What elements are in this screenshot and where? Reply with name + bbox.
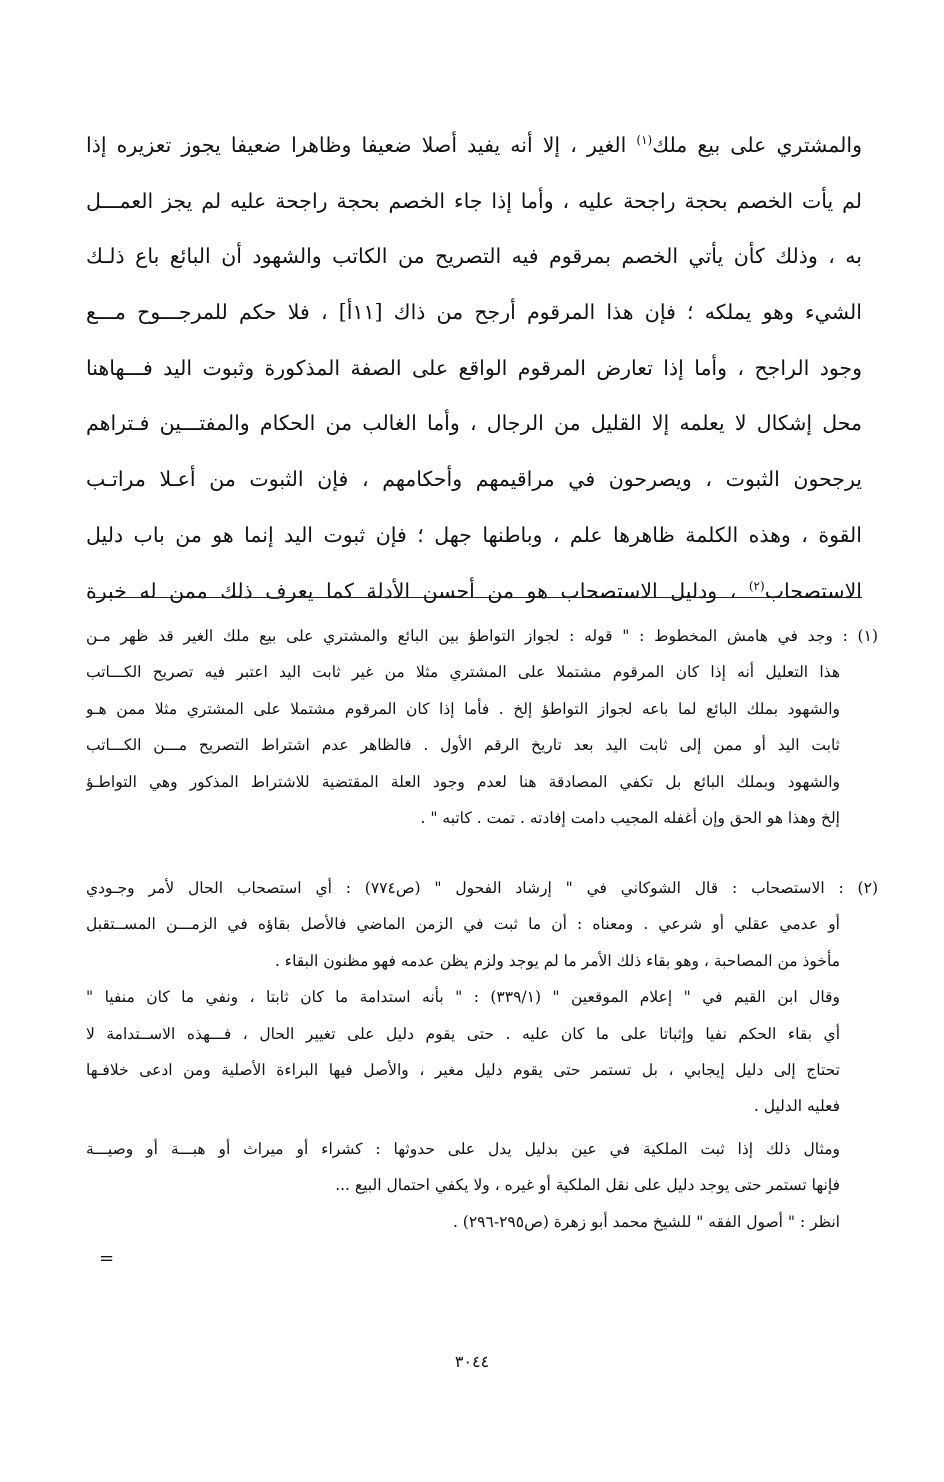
main-line: الشيء وهو يملكه ؛ فإن هذا المرقوم أرجح من ذاك [١١أ] ، فلا حكم للمرجـــوح مـــع	[86, 300, 862, 325]
footnote-line: (١) : وجد في هامش المخطوط : " قوله : لجواز التواطؤ بين البائع والمشتري على بيع ملك الغير قد ظهر مـن	[86, 627, 878, 645]
footnote-line: أي بقاء الحكم نفيا وإثباتا على ما كان عليه . حتى يقوم دليل على تغيير الحال ، فـــهذه الاســتدامة لا	[86, 1024, 840, 1043]
footnote-line: فإنها تستمر حتى يوجد دليل على نقل الملكية أو غيره ، ولا يكفي احتمال البيع ...	[335, 1176, 840, 1195]
text-run: ، ودليل الاستصحاب هو من أحسن الأدلة كما يعرف ذلك ممن له خبرة	[86, 578, 749, 603]
footnote-1	[86, 618, 878, 836]
footnote-ref-1: (١)	[636, 133, 653, 147]
page-number: ٣٠٤٤	[454, 1352, 490, 1371]
main-line	[86, 564, 862, 620]
continuation-mark: =	[99, 1248, 115, 1269]
footnote-line: فعليه الدليل .	[753, 1097, 840, 1116]
footnote-line: أو عدمي عقلي أو شرعي . ومعناه : أن ما ثبت في الزمن الماضي فالأصل بقاؤه في الزمـــن المســتقبل	[86, 915, 840, 934]
text-run: الاستصحاب	[764, 578, 862, 603]
footnote-line: هذا التعليل أنه إذا كان المرقوم مشتملا على المشتري مثلا من غير ثابت اليد اعتبر فيه تصريح الكـــاتب	[86, 663, 840, 682]
footnote-separator	[90, 597, 862, 598]
footnote-line: ومثال ذلك إذا ثبت الملكية في عين بدليل يدل على حدوثها : كشراء أو ميراث أو هبـــة أو وصيـــة	[86, 1139, 840, 1158]
main-line: وجود الراجح ، وأما إذا تعارض المرقوم الواقع على الصفة المذكورة وثبوت اليد فـــهاهنا	[86, 355, 862, 380]
text-run: الغير ، إلا أنه يفيد أصلا ضعيفا وظاهرا ضعيفا يجوز تعزيره إذا	[86, 133, 637, 157]
footnote-line: ثابت اليد أو ممن إلى ثابت اليد بعد تاريخ الرقم الأول . فالظاهر عدم اشتراط التصريح مـــن الكـــاتب	[86, 736, 840, 755]
main-line: به ، وذلك كأن يأتي الخصم بمرقوم فيه التصريح من الكاتب والشهود أن البائع باع ذلـك	[86, 244, 862, 269]
footnote-line: والشهود بملك البائع لما باعه لجواز التواطؤ إلخ . فأما إذا كان المرقوم مشتملا على المشتري مثلا ممن هـو	[86, 699, 840, 718]
footnote-line: تحتاج إلى دليل إيجابي ، بل تستمر حتى يقوم دليل مغير ، والأصل فيها البراءة الأصلية ومن ادعى خلافـها	[86, 1060, 840, 1079]
main-text	[86, 118, 862, 619]
footnote-line: إلخ وهذا هو الحق وإن أغفله المجيب دامت إفادته . تمت . كاتبه " .	[420, 808, 840, 827]
main-line: لم يأت الخصم بحجة راجحة عليه ، وأما إذا جاء الخصم بحجة راجحة عليه لم يجز العمـــل	[86, 188, 862, 213]
main-line: محل إشكال لا يعلمه إلا القليل من الرجال ، وأما الغالب من الحكام والمفتـــين فـتراهم	[86, 411, 862, 436]
footnote-line: انظر : " أصول الفقه " للشيخ محمد أبو زهرة (ص٢٩٥-٢٩٦) .	[452, 1212, 840, 1231]
footnote-line: مأخوذ من المصاحبة ، وهو بقاء ذلك الأمر ما لم يوجد ولزم يظن عدمه فهو مظنون البقاء .	[274, 951, 840, 970]
text-run: والمشتري على بيع ملك	[652, 133, 862, 157]
main-line	[86, 118, 862, 174]
footnote-2	[86, 870, 878, 1240]
footnote-ref-2: (٢)	[748, 578, 765, 593]
main-line: القوة ، وهذه الكلمة ظاهرها علم ، وباطنها جهل ؛ فإن ثبوت اليد إنما هو من باب دليل	[86, 522, 862, 547]
footnote-line: وقال ابن القيم في " إعلام الموقعين " (٣٣٩/١) : " بأنه استدامة ما كان ثابتا ، ونفي ما كان منفيا "	[86, 988, 840, 1007]
footnote-line: والشهود وبملك البائع بل تكفي المصادقة هنا لعدم وجود العلة المقتضية للاشتراط المذكور وهي التواطـؤ	[86, 772, 840, 791]
main-line: يرجحون الثبوت ، ويصرحون في مراقيمهم وأحكامهم ، فإن الثبوت من أعـلا مراتـب	[86, 467, 862, 492]
footnote-line: (٢) : الاستصحاب : قال الشوكاني في " إرشاد الفحول " (ص٧٧٤) : أي استصحاب الحال لأمر وجـودي	[86, 879, 878, 897]
